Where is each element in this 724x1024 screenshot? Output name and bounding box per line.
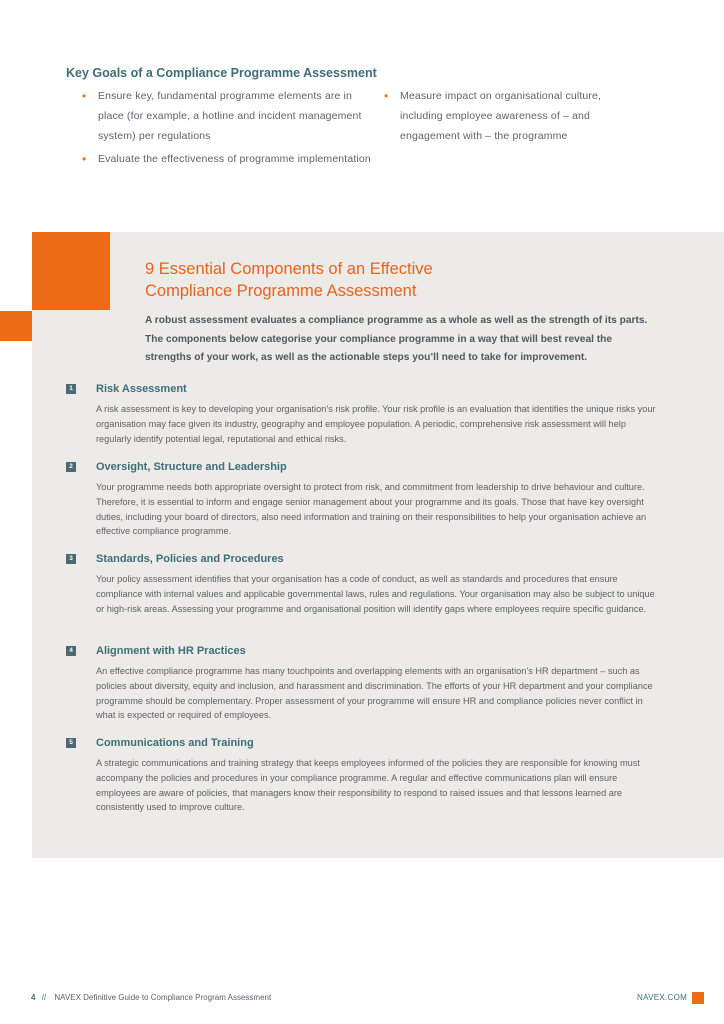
bullet-icon: • bbox=[384, 89, 389, 103]
document-title: NAVEX Definitive Guide to Compliance Program Assessment bbox=[54, 993, 272, 1002]
component-title: Risk Assessment bbox=[96, 383, 187, 395]
footer-site-link[interactable]: NAVEX.COM bbox=[637, 993, 688, 1002]
footer-separator: // bbox=[41, 993, 47, 1002]
component-standards bbox=[66, 552, 666, 616]
component-number-badge: 3 bbox=[66, 554, 76, 564]
component-title: Standards, Policies and Procedures bbox=[96, 553, 284, 565]
goal-item bbox=[80, 86, 380, 146]
goal-item bbox=[80, 149, 380, 169]
component-title: Communications and Training bbox=[96, 737, 254, 749]
component-number-badge: 1 bbox=[66, 384, 76, 394]
component-body: An effective compliance programme has many touchpoints and overlapping elements with an organisation’s HR department – such as policies about diversity, equity and inclusion, and harassment and discrimination. The efforts of your HR department and your compliance programme should be complementary. Proper assessment of your programme will ensure HR and compliance policies never conflict in what is expected or required of employees. bbox=[96, 666, 653, 721]
component-body: A strategic communications and training strategy that keeps employees informed of the policies they are responsible for knowing must accompany the policies and procedures in your compliance programme. A regular and effective communications plan will ensure employees are aware of policies, that managers know their responsibility to respond to raised issues and that lessons learned are consistently used to improve culture. bbox=[96, 758, 640, 813]
component-risk-assessment bbox=[66, 382, 666, 446]
component-title: Oversight, Structure and Leadership bbox=[96, 461, 287, 473]
component-communications bbox=[66, 736, 666, 815]
goals-column-1 bbox=[80, 86, 380, 172]
footer-left bbox=[31, 993, 271, 1002]
component-number-badge: 4 bbox=[66, 646, 76, 656]
bullet-icon: • bbox=[82, 152, 87, 166]
bullet-icon: • bbox=[82, 89, 87, 103]
orange-accent-block bbox=[32, 232, 110, 310]
component-hr-alignment bbox=[66, 644, 666, 723]
component-title: Alignment with HR Practices bbox=[96, 645, 246, 657]
section-title-line-2: Compliance Programme Assessment bbox=[145, 282, 417, 300]
section-title-line-1: 9 Essential Components of an Effective bbox=[145, 260, 433, 278]
page-number: 4 bbox=[31, 993, 36, 1002]
component-number-badge: 2 bbox=[66, 462, 76, 472]
goal-text: Measure impact on organisational culture, including employee awareness of – and engagement with – the programme bbox=[400, 90, 602, 142]
key-goals-title: Key Goals of a Compliance Programme Assessment bbox=[66, 66, 377, 80]
goal-item bbox=[382, 86, 632, 146]
goal-text: Ensure key, fundamental programme elements are in place (for example, a hotline and incident management system) per regulations bbox=[98, 90, 362, 142]
component-number-badge: 5 bbox=[66, 738, 76, 748]
orange-accent-small-block bbox=[0, 311, 32, 341]
component-body: A risk assessment is key to developing your organisation’s risk profile. Your risk profile is an evaluation that identifies the unique risks your organisation may face given its industry, geography and employee population. A periodic, comprehensive risk assessment will help regularly identify potential legal, reputational and ethical risks. bbox=[96, 404, 656, 444]
component-body: Your programme needs both appropriate oversight to protect from risk, and commitment from leadership to drive behaviour and culture. Therefore, it is essential to inform and engage senior management about your programme and its goals. Those that have key oversight duties, including your board of directors, also need information and training on their responsibilities to help your organisation achieve an effective compliance programme. bbox=[96, 482, 647, 537]
footer-orange-square bbox=[692, 992, 704, 1004]
key-goals-section bbox=[66, 66, 666, 172]
goals-column-2 bbox=[382, 86, 632, 172]
component-oversight bbox=[66, 460, 666, 539]
section-title bbox=[145, 258, 565, 302]
component-body: Your policy assessment identifies that your organisation has a code of conduct, as well as standards and procedures that ensure compliance with internal values and applicable governmental laws, rules and regulations. Your organisation may also be subject to unique or high-risk areas. Assessing your programme and organisational position will identify gaps where employees require specific guidance. bbox=[96, 574, 655, 614]
goal-text: Evaluate the effectiveness of programme implementation bbox=[98, 153, 371, 165]
section-intro: A robust assessment evaluates a compliance programme as a whole as well as the strength of its parts. The components below categorise your compliance programme in a way that will best reveal the strengths of your work, as well as the actionable steps you’ll need to take for improvement. bbox=[145, 315, 648, 363]
